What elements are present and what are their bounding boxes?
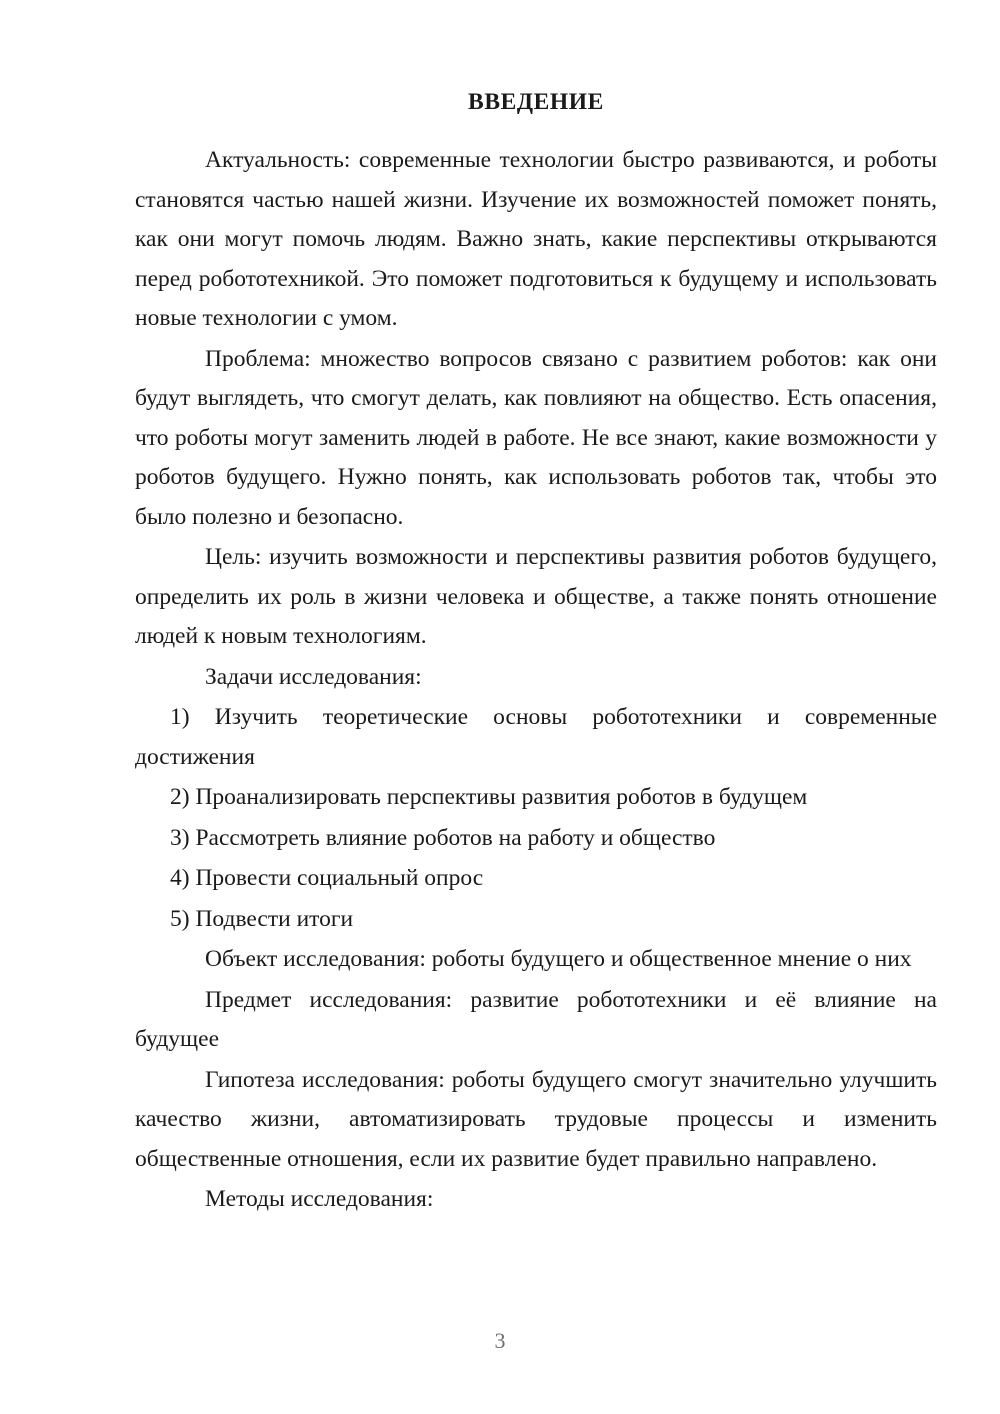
page-content: [135, 88, 937, 1221]
paragraph-subject: Предмет исследования: развитие робототехники и её влияние на будущее: [135, 986, 937, 1053]
page-title: ВВЕДЕНИЕ: [468, 89, 604, 115]
paragraph-goal: Цель: изучить возможности и перспективы развития роботов будущего, определить их роль в жизни человека и обществе, а также понять отношение людей к новым технологиям.: [135, 544, 937, 650]
paragraph-hypothesis: Гипотеза исследования: роботы будущего смогут значительно улучшить качество жизни, автоматизировать трудовые процессы и изменить общественные отношения, если их развитие будет правильно направлено.: [135, 1066, 937, 1172]
list-item: 2) Проанализировать перспективы развития роботов в будущем: [170, 784, 808, 811]
list-item: 5) Подвести итоги: [170, 905, 354, 932]
list-item: 1) Изучить теоретические основы робототехники и современные достижения: [135, 704, 937, 770]
paragraph-relevance: Актуальность: современные технологии быстро развиваются, и роботы становятся частью нашей жизни. Изучение их возможностей поможет понять, как они могут помочь людям. Важно знать, какие перспективы открываются перед робототехникой. Это поможет подготовиться к будущему и использовать новые технологии с умом.: [135, 147, 937, 332]
paragraph-object: Объект исследования: роботы будущего и общественное мнение о них: [205, 946, 912, 973]
tasks-heading: Задачи исследования:: [205, 663, 422, 690]
paragraph-problem: Проблема: множество вопросов связано с развитием роботов: как они будут выглядеть, что смогут делать, как повлияют на общество. Есть опасения, что роботы могут заменить людей в работе. Не все знают, какие возможности у роботов будущего. Нужно понять, как использовать роботов так, чтобы это было полезно и безопасно.: [135, 345, 937, 530]
list-item: 4) Провести социальный опрос: [170, 865, 484, 892]
page-number: 3: [494, 1328, 506, 1353]
methods-heading: Методы исследования:: [205, 1186, 434, 1213]
list-item: 3) Рассмотреть влияние роботов на работу и общество: [170, 824, 716, 851]
